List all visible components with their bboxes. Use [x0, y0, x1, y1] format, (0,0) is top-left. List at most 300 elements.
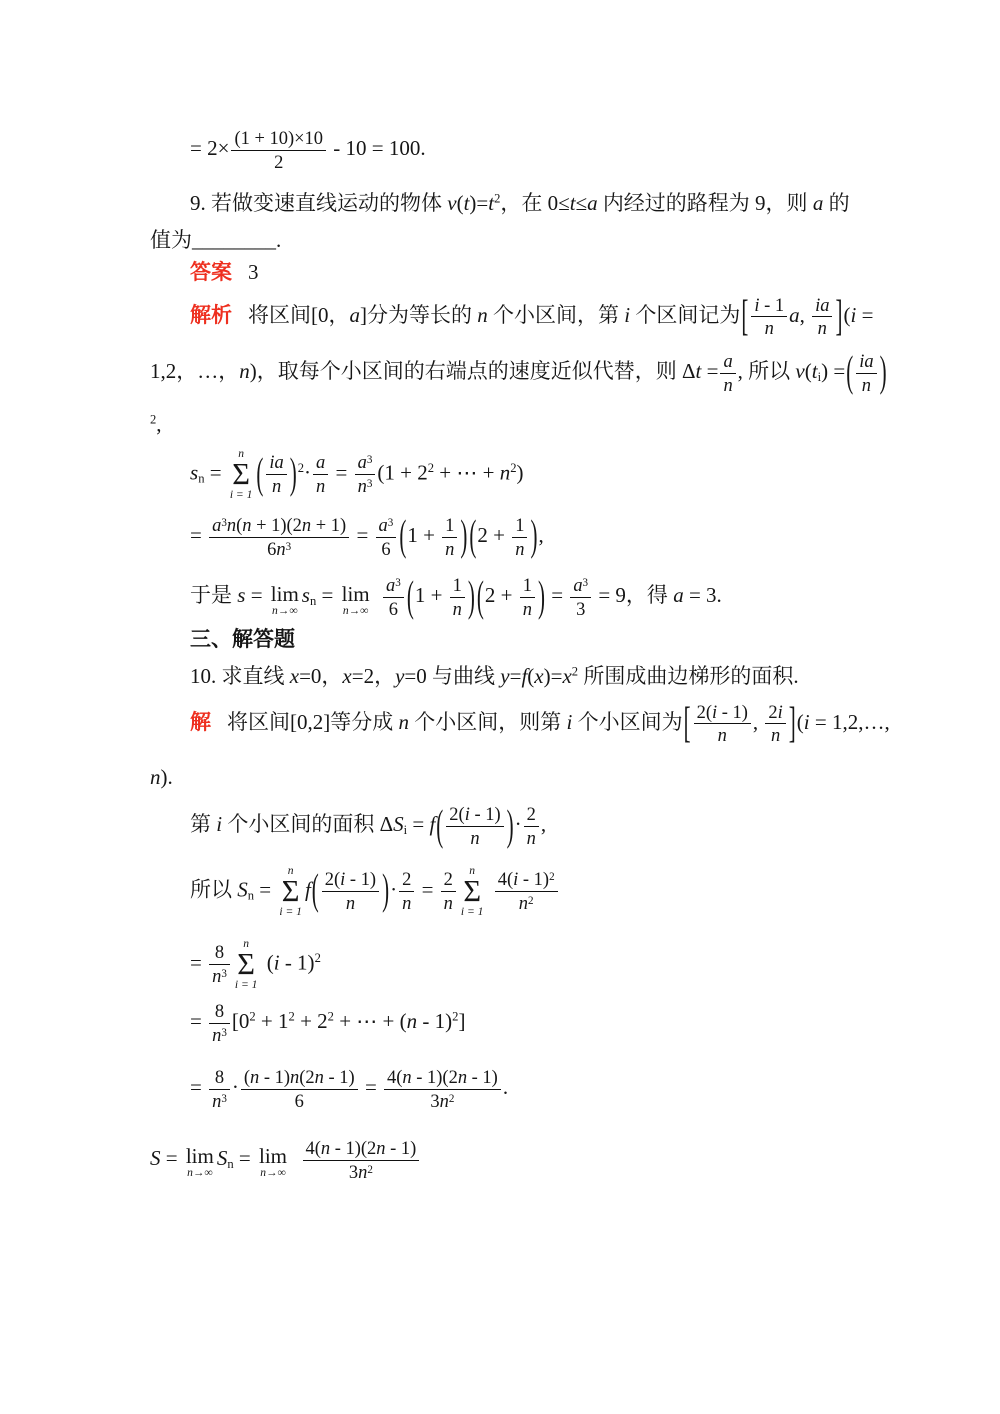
- math-variable: t: [569, 191, 576, 216]
- subscript: n: [309, 594, 317, 609]
- fraction: [446, 804, 503, 848]
- fraction-numerator: [442, 515, 457, 537]
- fraction-numerator: [313, 452, 328, 474]
- eq-sn-expansion: [150, 448, 860, 501]
- math-text: =: [160, 1145, 183, 1170]
- math-variable: i: [513, 869, 519, 890]
- math-text: (: [804, 359, 812, 384]
- math-text: 所以: [190, 877, 238, 902]
- superscript: 2: [249, 1009, 256, 1024]
- math-text: + 1): [311, 515, 347, 536]
- math-variable: n: [316, 475, 326, 496]
- math-text: (: [843, 302, 851, 327]
- section-heading-3: [150, 624, 860, 655]
- math-variable: s: [190, 460, 199, 485]
- math-variable: a: [673, 583, 684, 608]
- math-text: 个小区间的面积 Δ: [222, 812, 394, 837]
- math-text: 2: [526, 804, 536, 825]
- math-text: =: [856, 302, 874, 327]
- math-variable: n: [239, 359, 250, 384]
- math-text: =0 与曲线: [404, 664, 501, 689]
- fraction-denominator: [765, 723, 785, 746]
- lim-text: lim: [341, 581, 370, 606]
- math-text: ): [516, 460, 524, 485]
- math-text: - 1): [345, 869, 377, 890]
- math-variable: a: [723, 351, 733, 372]
- math-text: ,: [156, 412, 162, 437]
- fraction-numerator: [720, 351, 735, 373]
- fraction-denominator: [231, 150, 326, 173]
- math-text: =: [509, 664, 522, 689]
- fraction-denominator: [355, 474, 376, 497]
- math-text: + ⋯ +: [434, 460, 500, 485]
- fraction-denominator: [441, 891, 456, 914]
- math-variable: a: [812, 191, 824, 216]
- fraction-denominator: [322, 891, 379, 914]
- math-text: (: [243, 1067, 251, 1088]
- math-text: = 2×: [190, 136, 230, 160]
- sum-upper-limit: n: [469, 864, 476, 877]
- math-text: , 所以: [737, 359, 796, 384]
- math-text: 4(: [305, 1137, 321, 1158]
- math-variable: i: [624, 302, 631, 327]
- superscript: 2: [367, 1163, 373, 1176]
- analysis-9-line3: [150, 409, 860, 439]
- fraction-denominator: [241, 1089, 358, 1112]
- fraction: [355, 452, 376, 496]
- fraction-numerator: [376, 515, 397, 537]
- math-text: 1: [445, 515, 455, 536]
- math-text: =: [190, 950, 208, 975]
- fraction: [450, 575, 465, 619]
- math-variable: n: [526, 828, 536, 849]
- math-text: (1 + 10)×10: [234, 128, 323, 148]
- math-text: 2(: [449, 804, 465, 825]
- math-variable: ia: [269, 452, 284, 473]
- stretched-bracket: [: [741, 290, 749, 340]
- superscript: 3: [221, 968, 227, 981]
- math-variable: a: [386, 575, 396, 596]
- math-text: =: [330, 460, 353, 485]
- math-text: 所围成曲边梯形的面积.: [578, 664, 799, 689]
- math-text: 1 +: [407, 523, 441, 548]
- math-text: ]: [458, 1009, 466, 1034]
- math-text: [0: [231, 1009, 250, 1034]
- math-text: =2，: [351, 664, 396, 689]
- math-variable: f: [429, 812, 436, 837]
- math-text: 3: [248, 260, 259, 285]
- fraction: [209, 1001, 230, 1045]
- math-variable: n: [515, 538, 525, 559]
- math-variable: n: [314, 1067, 324, 1088]
- eq-final-limit: [150, 1138, 860, 1182]
- superscript: 2: [549, 871, 555, 884]
- math-text: 内经过的路程为 9，则: [597, 191, 813, 216]
- math-text: (: [456, 191, 464, 216]
- math-variable: n: [150, 765, 161, 790]
- math-variable: t: [488, 191, 495, 216]
- fraction-denominator: [694, 723, 751, 746]
- superscript: 2: [150, 412, 157, 427]
- math-variable: n: [518, 892, 529, 913]
- fraction-denominator: [446, 826, 503, 849]
- math-text: =: [190, 523, 208, 548]
- stretched-bracket: ): [467, 571, 475, 621]
- stretched-bracket: ): [460, 510, 468, 560]
- math-text: ,: [540, 812, 547, 837]
- math-text: ，在 0≤: [500, 191, 570, 216]
- stretched-bracket: (: [311, 864, 319, 915]
- math-variable: n: [402, 1067, 412, 1088]
- stretched-bracket: [: [683, 697, 691, 747]
- math-text: 8: [214, 942, 225, 963]
- fraction-numerator: [495, 869, 558, 891]
- math-variable: i: [850, 302, 857, 327]
- math-text: (: [796, 709, 804, 734]
- math-variable: y: [500, 664, 510, 689]
- stretched-bracket: (: [476, 571, 484, 621]
- math-text: 3: [430, 1091, 440, 1112]
- superscript: 3: [387, 517, 394, 530]
- fraction: [313, 452, 328, 496]
- superscript: 3: [366, 454, 373, 467]
- math-text: ,: [799, 302, 811, 327]
- eq-step-closed-form: [150, 1067, 860, 1111]
- math-variable: f: [304, 877, 311, 902]
- math-text: 值为________.: [150, 227, 282, 252]
- math-text: 6: [294, 1091, 304, 1112]
- fraction-numerator: [209, 942, 230, 964]
- fraction: [441, 869, 456, 913]
- math-text: =: [359, 1075, 383, 1100]
- math-variable: i: [803, 709, 810, 734]
- fraction-denominator: [495, 891, 558, 914]
- math-variable: S: [150, 1145, 161, 1170]
- sigma-sum: [279, 865, 302, 918]
- math-text: )，取每个小区间的右端点的速度近似代替，则 Δ: [249, 359, 696, 384]
- fraction-denominator: [520, 597, 535, 620]
- fraction: [241, 1067, 358, 1111]
- math-text: (: [236, 515, 243, 536]
- sum-lower-limit: i = 1: [460, 905, 484, 918]
- math-text: 于是: [190, 583, 238, 608]
- math-text: = 9，得: [593, 583, 674, 608]
- math-variable: t: [695, 359, 702, 384]
- math-variable: n: [443, 892, 453, 913]
- math-variable: y: [395, 664, 405, 689]
- math-text: 的: [823, 191, 850, 216]
- fraction-numerator: [765, 702, 785, 724]
- math-text: ).: [160, 765, 173, 790]
- math-text: 1: [515, 515, 525, 536]
- fraction-numerator: [266, 452, 286, 474]
- math-text: 6: [388, 599, 399, 620]
- math-variable: n: [445, 538, 455, 559]
- math-variable: i: [216, 812, 223, 837]
- math-text: 3: [348, 1161, 359, 1182]
- superscript: 2: [448, 1093, 455, 1106]
- stretched-bracket: ): [537, 571, 545, 621]
- math-variable: i: [340, 869, 346, 890]
- fraction: [495, 869, 558, 913]
- fraction-denominator: [209, 964, 230, 987]
- math-variable: n: [406, 1009, 418, 1034]
- fraction-numerator: [399, 869, 414, 891]
- math-variable: n: [398, 709, 409, 734]
- fraction-denominator: [751, 316, 787, 339]
- sigma-icon: Σ: [237, 947, 255, 982]
- fraction-numerator: [512, 515, 527, 537]
- problem-10-statement: [150, 661, 860, 691]
- math-variable: n: [376, 1137, 386, 1158]
- eq-limit-gives-a: [150, 571, 860, 621]
- fraction-numerator: [812, 295, 832, 317]
- math-variable: ia: [815, 294, 830, 315]
- math-variable: a: [357, 452, 367, 473]
- math-variable: n: [402, 892, 412, 913]
- sigma-sum: [461, 865, 484, 918]
- math-text: + ⋯ + (: [333, 1009, 407, 1034]
- math-text: 个区间记为: [630, 302, 741, 327]
- math-text: 8: [214, 1067, 225, 1088]
- math-variable: n: [271, 475, 282, 496]
- fraction: [751, 295, 787, 339]
- math-variable: x: [342, 664, 352, 689]
- math-text: 个小区间，则第: [409, 709, 567, 734]
- fraction: [384, 1067, 501, 1111]
- fraction: [442, 515, 457, 559]
- eq-sn-simplified: [150, 510, 860, 560]
- superscript: 2: [288, 1009, 295, 1024]
- section-title: 三、解答题: [190, 627, 295, 651]
- math-text: (2: [299, 1067, 315, 1088]
- subscript: n: [198, 471, 205, 486]
- math-text: ≤: [575, 191, 588, 216]
- fraction-numerator: [209, 1067, 230, 1089]
- math-variable: a: [378, 515, 388, 536]
- math-text: 2: [402, 869, 412, 890]
- math-variable: n: [861, 374, 871, 395]
- sigma-icon: Σ: [281, 873, 300, 908]
- answer-9: [150, 257, 860, 288]
- math-text: 2: [274, 151, 284, 172]
- math-text: (: [266, 950, 274, 975]
- math-variable: n: [717, 725, 727, 746]
- math-variable: n: [226, 515, 237, 536]
- math-text: 8: [214, 1001, 225, 1022]
- math-text: =: [233, 1145, 256, 1170]
- fraction-denominator: [303, 1160, 420, 1183]
- math-variable: n: [242, 515, 252, 536]
- fraction-denominator: [570, 597, 591, 620]
- fraction: [524, 804, 539, 848]
- fraction: [520, 575, 535, 619]
- math-variable: S: [216, 1145, 228, 1170]
- math-text: 6: [267, 538, 277, 559]
- math-text: ]分为等长的: [360, 302, 478, 327]
- math-text: =: [204, 460, 227, 485]
- math-text: 2 +: [477, 523, 511, 548]
- math-text: = 1,2,…,: [809, 709, 890, 734]
- math-text: 1,2，…，: [150, 359, 240, 384]
- problem-9-statement: [150, 188, 860, 218]
- fraction: [231, 128, 326, 172]
- fraction: [209, 515, 349, 559]
- eq-step-expanded: [150, 1001, 860, 1045]
- fraction-numerator: [751, 295, 787, 317]
- superscript: 2: [510, 460, 517, 475]
- math-text: ,: [752, 709, 764, 734]
- math-variable: i: [566, 709, 573, 734]
- stretched-bracket: (: [436, 800, 444, 850]
- answer-label: 解: [190, 710, 211, 734]
- math-text: =: [351, 523, 374, 548]
- math-variable: n: [250, 1067, 260, 1088]
- math-variable: v: [447, 191, 457, 216]
- math-variable: n: [522, 599, 532, 620]
- fraction-numerator: [446, 804, 503, 826]
- math-text: ·: [390, 877, 398, 902]
- superscript: 2: [494, 191, 501, 206]
- fraction-denominator: [812, 316, 832, 339]
- math-variable: n: [212, 1024, 222, 1045]
- subscript: i: [403, 823, 408, 838]
- superscript: 3: [221, 1026, 227, 1039]
- problem-9-blank: [150, 225, 860, 255]
- fraction-denominator: [209, 537, 349, 560]
- math-variable: n: [817, 318, 827, 339]
- math-text: 9. 若做变速直线运动的物体: [190, 191, 448, 216]
- lim-text: lim: [185, 1144, 214, 1169]
- math-text: - 1): [417, 1009, 453, 1034]
- superscript: 3: [285, 540, 292, 553]
- math-text: - 1)(2: [411, 1067, 458, 1088]
- math-variable: n: [770, 725, 781, 746]
- sum-lower-limit: i = 1: [279, 905, 302, 918]
- sigma-icon: Σ: [463, 873, 482, 908]
- math-text: + 1)(2: [251, 515, 302, 536]
- math-text: 2: [768, 701, 778, 722]
- math-text: - 1): [518, 869, 550, 890]
- math-variable: i: [273, 950, 280, 975]
- math-variable: i: [754, 294, 760, 315]
- fraction: [376, 515, 397, 559]
- limit-operator: [259, 1145, 287, 1180]
- math-text: .: [502, 1075, 509, 1100]
- superscript: 3: [366, 477, 373, 490]
- fraction: [720, 351, 735, 395]
- math-text: 1: [452, 575, 462, 596]
- math-text: ,: [538, 523, 544, 548]
- math-text: )=: [543, 664, 563, 689]
- math-text: ) =: [821, 359, 846, 384]
- math-text: =: [254, 877, 277, 902]
- math-text: ·: [231, 1075, 239, 1100]
- math-text: - 1): [467, 1067, 498, 1088]
- fraction-numerator: [384, 1067, 501, 1089]
- fraction-denominator: [209, 1023, 230, 1046]
- sum-lower-limit: i = 1: [229, 488, 253, 501]
- math-variable: a: [316, 452, 326, 473]
- fraction: [266, 452, 286, 496]
- fraction: [399, 869, 414, 913]
- math-text: 2 +: [484, 583, 518, 608]
- fraction-denominator: [450, 597, 465, 620]
- superscript: 3: [221, 517, 227, 530]
- math-text: =: [701, 359, 719, 384]
- math-variable: t: [463, 191, 470, 216]
- stretched-bracket: ): [506, 800, 514, 850]
- superscript: 3: [221, 1093, 227, 1106]
- fraction-denominator: [856, 373, 876, 396]
- fraction: [303, 1138, 420, 1182]
- stretched-bracket: ): [530, 510, 538, 560]
- math-text: - 1: [759, 294, 785, 315]
- fraction-numerator: [520, 575, 535, 597]
- superscript: 2: [327, 1009, 334, 1024]
- math-variable: n: [358, 1161, 368, 1182]
- fraction: [765, 702, 785, 746]
- math-variable: v: [795, 359, 805, 384]
- eq-sn-sum: [150, 865, 860, 918]
- math-text: =: [190, 1075, 208, 1100]
- fraction-denominator: [376, 537, 397, 560]
- fraction: [812, 295, 832, 339]
- fraction-numerator: [355, 452, 376, 474]
- analysis-9-line1: [150, 290, 874, 340]
- subscript: n: [227, 1157, 234, 1171]
- fraction: [694, 702, 751, 746]
- math-variable: n: [320, 1137, 331, 1158]
- fraction-denominator: [512, 537, 527, 560]
- math-variable: n: [290, 1067, 300, 1088]
- eq-arith-series-result: [150, 128, 860, 172]
- limit-operator: [271, 583, 299, 618]
- stretched-bracket: (: [256, 448, 264, 498]
- math-text: 4(: [497, 869, 514, 890]
- math-text: 2: [443, 869, 453, 890]
- sigma-icon: Σ: [232, 456, 250, 491]
- stretched-bracket: ]: [835, 290, 843, 340]
- math-text: - 1): [323, 1067, 355, 1088]
- answer-label: 答案: [190, 261, 232, 285]
- math-text: =: [416, 877, 439, 902]
- math-text: = 3.: [683, 583, 722, 608]
- stretched-bracket: (: [406, 571, 414, 621]
- superscript: 3: [395, 577, 401, 590]
- math-variable: n: [212, 966, 222, 987]
- math-text: 个小区间为: [572, 709, 683, 734]
- math-text: 4(: [387, 1067, 403, 1088]
- stretched-bracket: ): [382, 864, 390, 915]
- math-variable: n: [452, 599, 462, 620]
- math-text: - 1): [469, 804, 501, 825]
- fraction-denominator: [399, 891, 414, 914]
- math-text: 第: [190, 812, 217, 837]
- superscript: 2: [528, 894, 534, 907]
- stretched-bracket: (: [399, 510, 407, 560]
- fraction-numerator: [524, 804, 539, 826]
- lim-text: lim: [259, 1144, 288, 1169]
- math-text: ·: [514, 812, 522, 837]
- math-text: (1 + 2: [377, 460, 428, 485]
- fraction-denominator: [209, 1089, 230, 1112]
- math-text: 个小区间，第: [487, 302, 625, 327]
- math-variable: s: [237, 583, 246, 608]
- math-variable: f: [521, 664, 528, 689]
- math-variable: a: [349, 302, 360, 327]
- fraction-denominator: [524, 826, 539, 849]
